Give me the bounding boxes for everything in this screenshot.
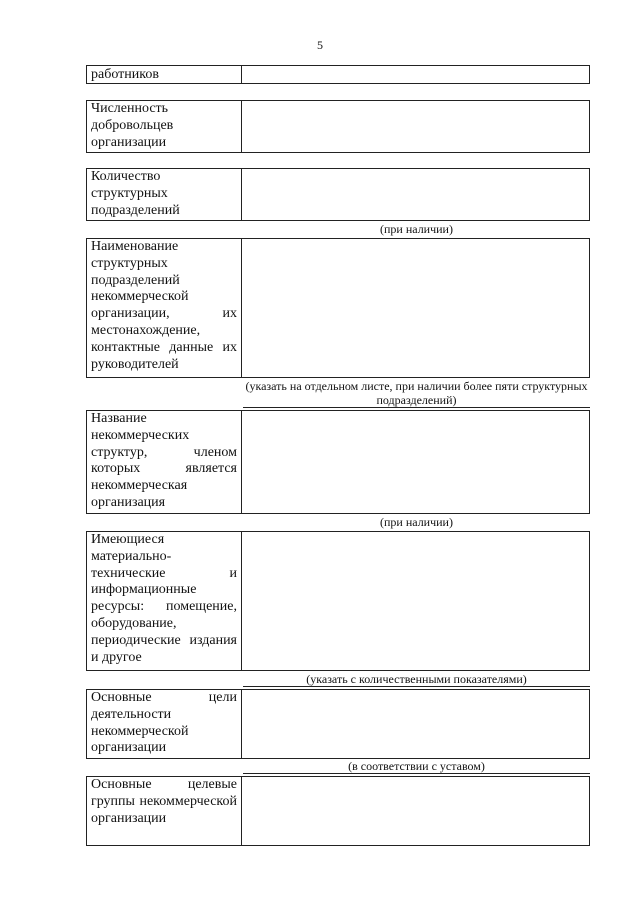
membership-label: Название некоммерческих структур, членом которых является некоммерческая организация: [87, 411, 242, 513]
subdivisions-count-row: [86, 168, 590, 221]
resources-note-underline: [243, 686, 590, 687]
goals-note-underline: [243, 773, 590, 774]
subdivisions-count-label: Количество структурных подразделений: [87, 169, 242, 220]
membership-row: [86, 410, 590, 514]
goals-note: (в соответствии с уставом): [348, 759, 485, 773]
goals-value[interactable]: [242, 690, 589, 758]
membership-note: (при наличии): [380, 515, 453, 529]
resources-note: (указать с количественными показателями): [306, 672, 527, 686]
membership-value[interactable]: [242, 411, 589, 513]
subdivisions-names-value[interactable]: [242, 239, 589, 377]
employees-value[interactable]: [242, 66, 589, 83]
subdivisions-count-note: (при наличии): [380, 222, 453, 236]
subdivisions-count-value[interactable]: [242, 169, 589, 220]
subdivisions-names-note-underline: [243, 407, 590, 408]
resources-value[interactable]: [242, 532, 589, 670]
employees-label: работников: [87, 66, 242, 83]
subdivisions-names-row: [86, 238, 590, 378]
employees-row: [86, 65, 590, 84]
volunteers-row: [86, 100, 590, 153]
resources-row: [86, 531, 590, 671]
volunteers-value[interactable]: [242, 101, 589, 152]
target-groups-row: [86, 776, 590, 846]
target-groups-label: Основные целевые группы некоммерческой организации: [87, 777, 242, 845]
resources-label: Имеющиеся материально-технические и информационные ресурсы: помещение, оборудование, периодические издания и другое: [87, 532, 242, 670]
subdivisions-names-note: (указать на отдельном листе, при наличии более пяти структурных подразделений): [245, 379, 588, 407]
volunteers-label: Численность добровольцев организации: [87, 101, 242, 152]
target-groups-value[interactable]: [242, 777, 589, 845]
goals-row: [86, 689, 590, 759]
page-number: 5: [317, 38, 323, 52]
subdivisions-names-label: Наименование структурных подразделений некоммерческой организации, их местонахождение, контактные данные их руководителей: [87, 239, 242, 377]
goals-label: Основные цели деятельности некоммерческой организации: [87, 690, 242, 758]
